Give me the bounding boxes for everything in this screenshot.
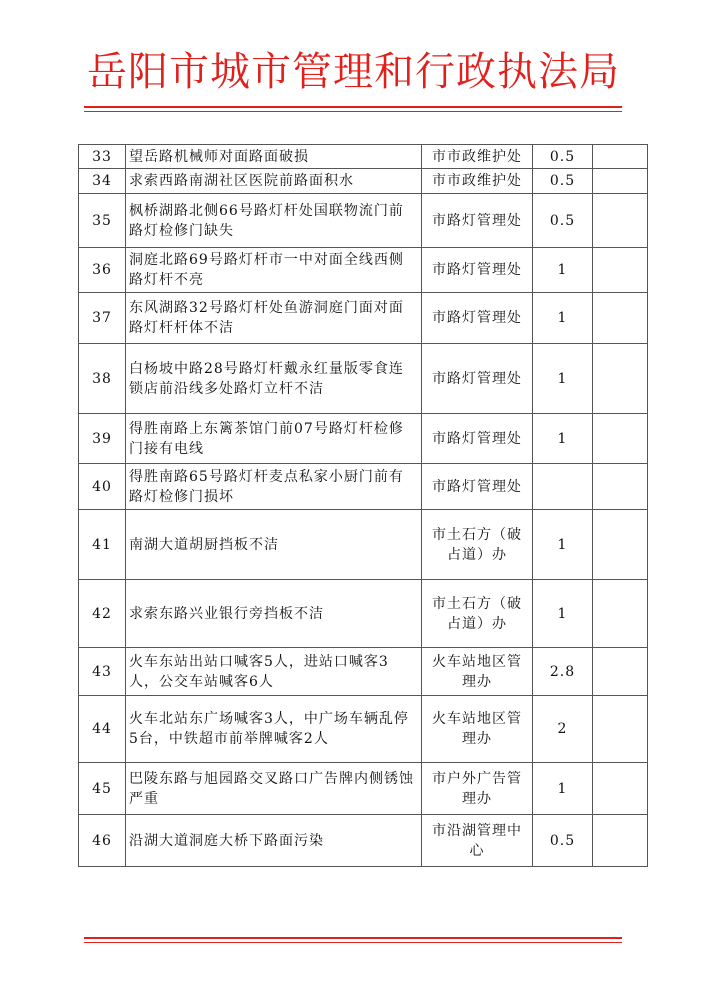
table-row: [79, 145, 648, 169]
row-score: 0.5: [533, 815, 593, 867]
header-rule-thick: [84, 106, 622, 108]
row-description: 南湖大道胡厨挡板不洁: [126, 510, 422, 580]
row-score: 1: [533, 510, 593, 580]
row-score: 0.5: [533, 169, 593, 194]
row-number: 45: [79, 763, 126, 815]
table-row: [79, 169, 648, 194]
row-unit: 市市政维护处: [422, 169, 533, 194]
row-extra: [593, 169, 648, 194]
row-description: 得胜南路65号路灯杆麦点私家小厨门前有路灯检修门损坏: [126, 464, 422, 510]
table-row: [79, 696, 648, 763]
row-description: 枫桥湖路北侧66号路灯杆处国联物流门前路灯检修门缺失: [126, 194, 422, 248]
row-extra: [593, 763, 648, 815]
row-description: 沿湖大道洞庭大桥下路面污染: [126, 815, 422, 867]
row-description: 望岳路机械师对面路面破损: [126, 145, 422, 169]
row-score: 1: [533, 344, 593, 414]
row-unit: 市土石方（破占道）办: [422, 580, 533, 648]
row-extra: [593, 145, 648, 169]
row-description: 巴陵东路与旭园路交叉路口广告牌内侧锈蚀严重: [126, 763, 422, 815]
table-row: [79, 414, 648, 464]
row-unit: 市土石方（破占道）办: [422, 510, 533, 580]
row-number: 46: [79, 815, 126, 867]
row-number: 36: [79, 248, 126, 293]
table-row: [79, 580, 648, 648]
table-row: [79, 763, 648, 815]
table-row: [79, 344, 648, 414]
row-number: 34: [79, 169, 126, 194]
row-extra: [593, 696, 648, 763]
table-row: [79, 194, 648, 248]
row-description: 求索西路南湖社区医院前路面积水: [126, 169, 422, 194]
row-description: 火车北站东广场喊客3人，中广场车辆乱停5台，中铁超市前举牌喊客2人: [126, 696, 422, 763]
row-score: 1: [533, 248, 593, 293]
row-score: 1: [533, 293, 593, 344]
row-score: 1: [533, 580, 593, 648]
row-number: 43: [79, 648, 126, 696]
row-description: 东风湖路32号路灯杆处鱼游洞庭门面对面路灯杆杆体不洁: [126, 293, 422, 344]
row-extra: [593, 293, 648, 344]
row-unit: 市沿湖管理中心: [422, 815, 533, 867]
row-unit: 市路灯管理处: [422, 293, 533, 344]
row-score: 1: [533, 414, 593, 464]
footer-rule-thin: [84, 942, 622, 943]
row-score: 1: [533, 763, 593, 815]
row-score: 0.5: [533, 145, 593, 169]
inspection-table: [78, 144, 648, 867]
page-title: 岳阳市城市管理和行政执法局: [87, 49, 620, 95]
row-extra: [593, 510, 648, 580]
row-extra: [593, 344, 648, 414]
row-unit: 市路灯管理处: [422, 464, 533, 510]
footer-rule-thick: [84, 937, 622, 939]
row-extra: [593, 580, 648, 648]
table-row: [79, 648, 648, 696]
row-description: 求索东路兴业银行旁挡板不洁: [126, 580, 422, 648]
row-number: 38: [79, 344, 126, 414]
row-extra: [593, 648, 648, 696]
row-number: 33: [79, 145, 126, 169]
row-extra: [593, 414, 648, 464]
table-row: [79, 464, 648, 510]
row-score: 2.8: [533, 648, 593, 696]
row-number: 40: [79, 464, 126, 510]
row-unit: 市户外广告管理办: [422, 763, 533, 815]
row-score: [533, 464, 593, 510]
row-unit: 市市政维护处: [422, 145, 533, 169]
row-number: 44: [79, 696, 126, 763]
row-number: 39: [79, 414, 126, 464]
row-description: 洞庭北路69号路灯杆市一中对面全线西侧路灯杆不亮: [126, 248, 422, 293]
table-row: [79, 248, 648, 293]
row-number: 37: [79, 293, 126, 344]
table-row: [79, 293, 648, 344]
table-row: [79, 510, 648, 580]
table-row: [79, 815, 648, 867]
header-rule-thin: [84, 111, 622, 112]
row-number: 42: [79, 580, 126, 648]
row-description: 白杨坡中路28号路灯杆戴永红量版零食连锁店前沿线多处路灯立杆不洁: [126, 344, 422, 414]
row-score: 2: [533, 696, 593, 763]
row-extra: [593, 464, 648, 510]
row-number: 41: [79, 510, 126, 580]
row-extra: [593, 815, 648, 867]
row-unit: 火车站地区管理办: [422, 696, 533, 763]
row-unit: 市路灯管理处: [422, 344, 533, 414]
row-unit: 市路灯管理处: [422, 414, 533, 464]
row-description: 得胜南路上东篱茶馆门前07号路灯杆检修门接有电线: [126, 414, 422, 464]
row-number: 35: [79, 194, 126, 248]
row-extra: [593, 248, 648, 293]
row-unit: 市路灯管理处: [422, 194, 533, 248]
row-description: 火车东站出站口喊客5人，进站口喊客3人，公交车站喊客6人: [126, 648, 422, 696]
row-score: 0.5: [533, 194, 593, 248]
row-unit: 市路灯管理处: [422, 248, 533, 293]
row-unit: 火车站地区管理办: [422, 648, 533, 696]
row-extra: [593, 194, 648, 248]
